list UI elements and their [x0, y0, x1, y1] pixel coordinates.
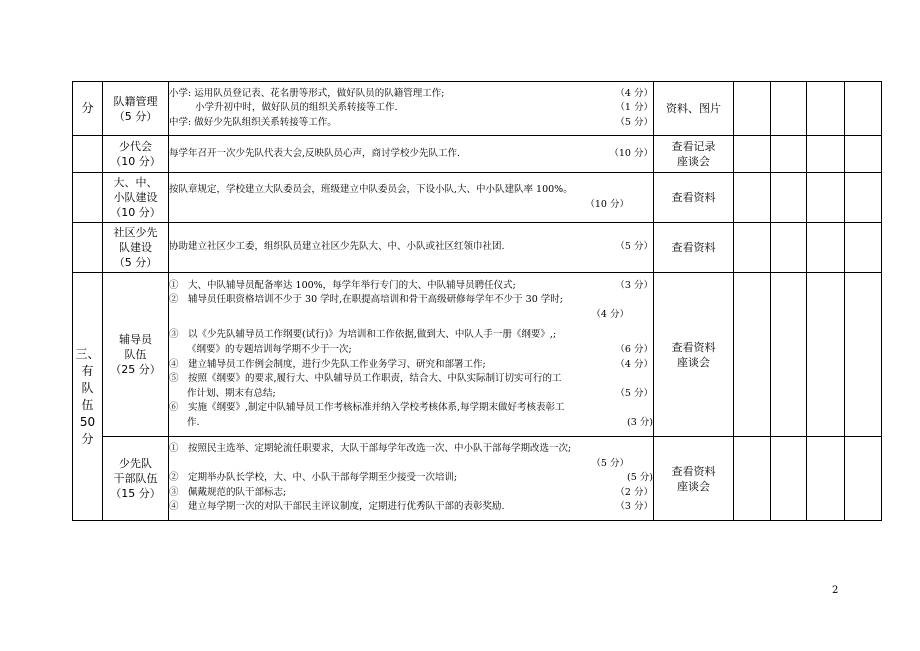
item-label: 辅导员: [119, 333, 152, 346]
item-cell: [103, 82, 169, 136]
section-label: 三、: [75, 346, 100, 361]
method-cell: 查看资料 座谈会: [654, 273, 734, 437]
score-cell: [771, 437, 807, 521]
page-number: 2: [832, 585, 839, 596]
criteria-line: ⑤ 按照《纲要》的要求,履行大、中队辅导员工作职责，结合大、中队实际制订切实可行的工: [169, 373, 562, 385]
criteria-line: 作计划、期末有总结; （5 分）: [187, 387, 653, 399]
score-cell: [845, 223, 882, 273]
section-label: 队: [81, 380, 94, 395]
section-label-cell: [73, 273, 103, 521]
item-label: 队籍管理: [113, 94, 158, 108]
item-score: （15 分）: [110, 487, 161, 500]
criteria-line: （10 分）: [585, 198, 629, 210]
section-label: 伍: [81, 397, 94, 412]
criteria-line: 《纲要》的专题培训每学期不少于一次; （6 分）: [187, 343, 653, 355]
evaluation-table: [72, 81, 882, 521]
criteria-line: 中学: 做好少先队组织关系转接等工作。 （5 分）: [169, 116, 653, 128]
table-row: [73, 273, 882, 437]
item-label: 大、中、: [113, 176, 158, 189]
criteria-line: ④ 建立每学期一次的对队干部民主评议制度，定期进行优秀队干部的表彰奖励. （3 分）: [169, 501, 653, 513]
section-label-cell: [73, 82, 103, 136]
item-score: （5 分）: [113, 109, 158, 123]
section-label-cell: [73, 173, 103, 223]
method-cell: 查看资料: [654, 223, 734, 273]
criteria-line: ② 辅导员任职资格培训不少于 30 学时,在职提高培训和骨干高级研修每学年不少于 30 学时;: [169, 294, 563, 306]
score-cell: [734, 173, 771, 223]
score-cell: [845, 437, 882, 521]
section-label-cell: [73, 223, 103, 273]
criteria-line: 作. (3 分): [187, 416, 653, 428]
section-label: 有: [81, 363, 94, 378]
criteria-line: 协助建立社区少工委，组织队员建立社区少先队大、中、小队或社区红领巾社团. （5 分）: [169, 241, 653, 253]
score-cell: [771, 173, 807, 223]
item-label: 干部队伍: [113, 472, 158, 485]
section-label: 50: [79, 414, 96, 429]
method-cell: 资料、图片: [654, 82, 734, 136]
item-cell: [103, 223, 169, 273]
criteria-line: ④ 建立辅导员工作例会制度，进行少先队工作业务学习、研究和部署工作; （4 分）: [169, 358, 653, 370]
criteria-cell: [169, 223, 654, 273]
score-cell: [845, 82, 882, 136]
section-label: 分: [81, 101, 94, 115]
item-cell: [103, 273, 169, 437]
criteria-line: ① 大、中队辅导员配备率达 100%，每学年举行专门的大、中队辅导员聘任仪式; （3 分）: [169, 279, 653, 291]
item-cell: [103, 173, 169, 223]
method-cell: 查看资料 座谈会: [654, 437, 734, 521]
score-cell: [771, 273, 807, 437]
item-label: 社区少先: [113, 226, 158, 239]
item-label: 队建设: [119, 241, 152, 254]
criteria-cell: [169, 173, 654, 223]
criteria-line: ② 定期举办队长学校，大、中、小队干部每学期至少接受一次培训; (5 分): [169, 472, 653, 484]
criteria-line: ⑥ 实施《纲要》,制定中队辅导员工作考核标准并纳入学校考核体系,每学期末做好考核表彰工: [169, 402, 565, 414]
score-cell: [807, 173, 845, 223]
table-row: [73, 136, 882, 173]
score-cell: [734, 273, 771, 437]
item-cell: [103, 437, 169, 521]
criteria-line: ③ 以《少先队辅导员工作纲要(试行)》为培训和工作依据,做到大、中队人手一册《纲要》,;: [169, 329, 557, 341]
score-cell: [845, 136, 882, 173]
item-score: （5 分）: [113, 256, 158, 269]
score-cell: [771, 136, 807, 173]
criteria-cell: [169, 82, 654, 136]
method-cell: 查看记录 座谈会: [654, 136, 734, 173]
criteria-cell: [169, 273, 654, 437]
criteria-line: （5 分）: [591, 457, 629, 469]
criteria-line: 小学: 运用队员登记表、花名册等形式，做好队员的队籍管理工作; （4 分）: [169, 87, 653, 99]
section-label-cell: [73, 136, 103, 173]
item-label: 队伍: [124, 348, 147, 361]
table-row: [73, 173, 882, 223]
score-cell: [771, 82, 807, 136]
score-cell: [807, 82, 845, 136]
score-cell: [734, 136, 771, 173]
criteria-cell: [169, 136, 654, 173]
criteria-line: 每学年召开一次少先队代表大会,反映队员心声，商讨学校少先队工作. （10 分）: [169, 147, 653, 159]
score-cell: [734, 82, 771, 136]
table-row: [73, 437, 882, 521]
table-row: [73, 82, 882, 136]
score-cell: [734, 437, 771, 521]
score-cell: [807, 136, 845, 173]
item-score: （10 分）: [110, 206, 161, 219]
criteria-line: 按队章规定，学校建立大队委员会，班级建立中队委员会，下设小队,大、中小队建队率 100%。: [169, 183, 573, 195]
criteria-line: ① 按照民主选举、定期轮流任职要求，大队干部每学年改选一次、中小队干部每学期改选一次;: [169, 443, 572, 455]
criteria-cell: [169, 437, 654, 521]
score-cell: [807, 273, 845, 437]
table-row: [73, 223, 882, 273]
score-cell: [845, 273, 882, 437]
item-label: 小队建设: [113, 191, 158, 204]
method-cell: 查看资料: [654, 173, 734, 223]
section-label: 分: [81, 431, 94, 446]
item-label: 少代会: [119, 140, 152, 153]
score-cell: [807, 223, 845, 273]
score-cell: [845, 173, 882, 223]
score-cell: [771, 223, 807, 273]
criteria-line: 小学升初中时，做好队员的组织关系转接等工作. （1 分）: [195, 102, 653, 114]
item-label: 少先队: [119, 457, 152, 470]
item-score: （25 分）: [110, 363, 161, 376]
item-score: （10 分）: [110, 155, 161, 168]
score-cell: [807, 437, 845, 521]
criteria-line: （4 分）: [591, 308, 629, 320]
score-cell: [734, 223, 771, 273]
item-cell: [103, 136, 169, 173]
criteria-line: ③ 佩戴规范的队干部标志; （2 分）: [169, 486, 653, 498]
